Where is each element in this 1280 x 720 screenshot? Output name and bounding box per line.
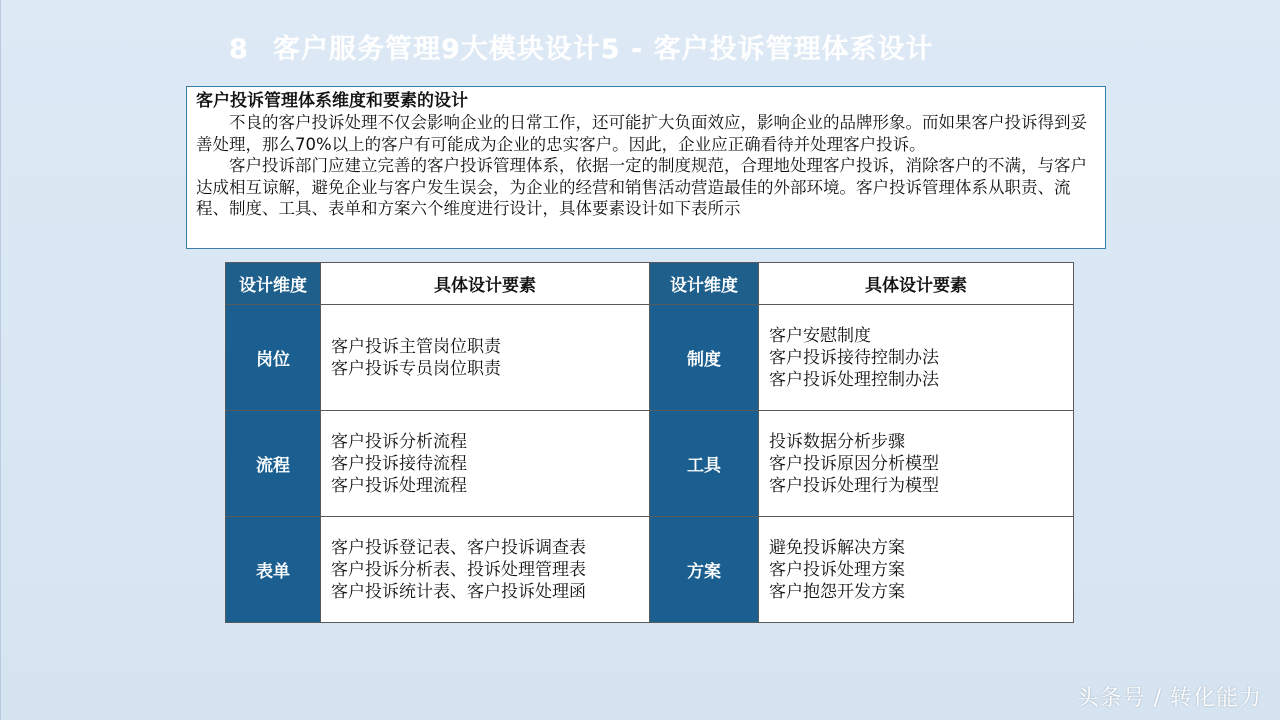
element-item: 客户投诉登记表、客户投诉调查表: [331, 537, 586, 558]
table-header-row: [226, 263, 1074, 305]
intro-heading: 客户投诉管理体系维度和要素的设计: [196, 91, 468, 111]
elements-cell: [321, 411, 650, 517]
title-number: 8: [229, 34, 249, 65]
table-row: [226, 517, 1074, 623]
element-item: 客户投诉接待流程: [331, 453, 467, 474]
element-item: 客户抱怨开发方案: [769, 581, 905, 602]
element-item: 投诉数据分析步骤: [769, 431, 905, 452]
header-elements-left: 具体设计要素: [321, 263, 650, 305]
dimension-cell: 方案: [650, 517, 759, 623]
dimension-cell: 制度: [650, 305, 759, 411]
table-row: [226, 411, 1074, 517]
dimension-cell: 工具: [650, 411, 759, 517]
elements-cell: [321, 305, 650, 411]
header-elements-right: 具体设计要素: [759, 263, 1074, 305]
element-item: 避免投诉解决方案: [769, 537, 905, 558]
element-item: 客户投诉接待控制办法: [769, 347, 939, 368]
element-item: 客户投诉专员岗位职责: [331, 358, 501, 379]
element-item: 客户投诉处理方案: [769, 559, 905, 580]
element-item: 客户投诉处理行为模型: [769, 475, 939, 496]
intro-paragraph-1: 不良的客户投诉处理不仅会影响企业的日常工作，还可能扩大负面效应，影响企业的品牌形象。而如果客户投诉得到妥善处理，那么70%以上的客户有可能成为企业的忠实客户。因此，企业应正确看待并处理客户投诉。: [196, 113, 1087, 154]
intro-paragraph-2: 客户投诉部门应建立完善的客户投诉管理体系，依据一定的制度规范，合理地处理客户投诉，消除客户的不满，与客户达成相互谅解，避免企业与客户发生误会，为企业的经营和销售活动营造最佳的外部环境。客户投诉管理体系从职责、流程、制度、工具、表单和方案六个维度进行设计，具体要素设计如下表所示: [196, 156, 1087, 218]
element-item: 客户投诉统计表、客户投诉处理函: [331, 581, 586, 602]
intro-box: [186, 86, 1106, 249]
elements-cell: [321, 517, 650, 623]
title-text: 客户服务管理9大模块设计5 - 客户投诉管理体系设计: [273, 34, 934, 65]
watermark: 头条号 / 转化能力: [1076, 686, 1262, 711]
element-item: 客户投诉主管岗位职责: [331, 336, 501, 357]
table-row: [226, 305, 1074, 411]
header-dimension-left: 设计维度: [226, 263, 321, 305]
element-item: 客户投诉分析流程: [331, 431, 467, 452]
element-item: 客户投诉分析表、投诉处理管理表: [331, 559, 586, 580]
elements-cell: [759, 517, 1074, 623]
element-item: 客户投诉处理控制办法: [769, 369, 939, 390]
element-item: 客户投诉处理流程: [331, 475, 467, 496]
dimension-cell: 流程: [226, 411, 321, 517]
page-title: [229, 30, 1189, 70]
element-item: 客户安慰制度: [769, 325, 871, 346]
elements-cell: [759, 411, 1074, 517]
dimension-cell: 岗位: [226, 305, 321, 411]
element-item: 客户投诉原因分析模型: [769, 453, 939, 474]
dimension-cell: 表单: [226, 517, 321, 623]
elements-cell: [759, 305, 1074, 411]
design-table: [225, 262, 1074, 623]
header-dimension-right: 设计维度: [650, 263, 759, 305]
